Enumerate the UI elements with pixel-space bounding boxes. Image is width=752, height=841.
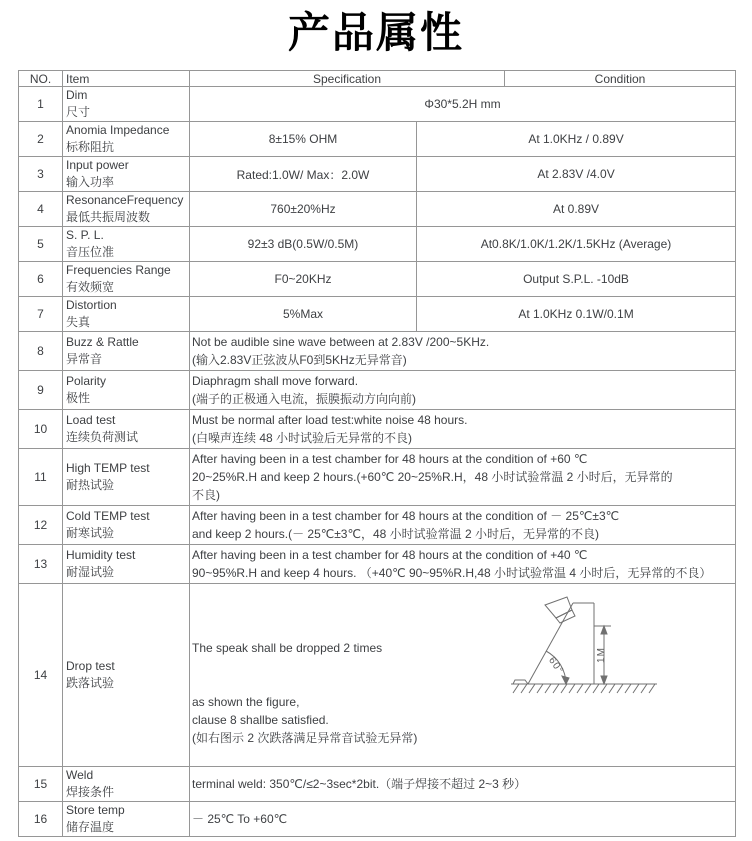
cell-spec-condition-merged: [190, 410, 736, 449]
cell-no: 3: [19, 157, 63, 192]
cell-spec-condition-merged: [190, 545, 736, 584]
cell-specification: F0~20KHz: [190, 262, 417, 297]
text-line: Must be normal after load test:white noise 48 hours.: [192, 413, 468, 427]
height-label: 1M: [596, 647, 608, 663]
cell-no: 10: [19, 410, 63, 449]
cell-no: 5: [19, 227, 63, 262]
table-row: [19, 227, 736, 262]
text-line: (端子的正极通入电流，振膜振动方向向前): [192, 392, 416, 406]
cell-spec-condition-merged: [190, 332, 736, 371]
text-line: terminal weld: 350℃/≤2~3sec*2bit.（端子焊接不超过 2~3 秒）: [192, 777, 527, 791]
item-name-en: Drop test: [66, 659, 115, 673]
table-row: [19, 545, 736, 584]
item-name-zh: 耐热试验: [66, 478, 115, 492]
cell-spec-condition-merged: [190, 449, 736, 506]
cell-item: [63, 87, 190, 122]
cell-item: [63, 192, 190, 227]
item-name-zh: 异常音: [66, 352, 103, 366]
cell-specification: 8±15% OHM: [190, 122, 417, 157]
cell-specification: 760±20%Hz: [190, 192, 417, 227]
table-row: [19, 262, 736, 297]
cell-item: [63, 371, 190, 410]
item-name-zh: 音压位准: [66, 245, 115, 259]
table-row: [19, 87, 736, 122]
drop-test-figure: [505, 593, 665, 695]
item-name-zh: 失真: [66, 315, 91, 329]
cell-no: 9: [19, 371, 63, 410]
item-name-en: Polarity: [66, 374, 107, 388]
cell-spec-condition-merged: [190, 767, 736, 802]
table-row: [19, 122, 736, 157]
item-name-en: Humidity test: [66, 548, 136, 562]
cell-no: 15: [19, 767, 63, 802]
item-name-en: S. P. L.: [66, 228, 104, 242]
cell-item: [63, 449, 190, 506]
table-row: [19, 192, 736, 227]
text-line: 不良): [192, 488, 220, 502]
cell-specification: Rated:1.0W/ Max：2.0W: [190, 157, 417, 192]
dimension-arrow-down: [601, 676, 607, 684]
item-name-en: Load test: [66, 413, 116, 427]
cell-no: 13: [19, 545, 63, 584]
cell-no: 6: [19, 262, 63, 297]
cell-item: [63, 332, 190, 371]
text-line: After having been in a test chamber for 48 hours at the condition of +60 ℃: [192, 452, 588, 466]
cell-item: [63, 297, 190, 332]
item-name-zh: 耐寒试验: [66, 526, 115, 540]
cell-no: 1: [19, 87, 63, 122]
item-name-en: Store temp: [66, 803, 125, 817]
item-name-zh: 储存温度: [66, 820, 115, 834]
text-line: － 25℃ To +60℃: [192, 812, 288, 826]
item-name-zh: 有效频宽: [66, 280, 115, 294]
dimension-arrow-up: [601, 626, 607, 634]
item-name-zh: 标称阻抗: [66, 140, 115, 154]
cell-condition: At 2.83V /4.0V: [417, 157, 736, 192]
cell-item: [63, 262, 190, 297]
item-name-en: Frequencies Range: [66, 263, 171, 277]
cell-no: 4: [19, 192, 63, 227]
table-header-row: [19, 71, 736, 87]
cell-condition: At 1.0KHz / 0.89V: [417, 122, 736, 157]
item-name-zh: 极性: [66, 391, 91, 405]
cell-condition: Output S.P.L. -10dB: [417, 262, 736, 297]
cell-spec-condition-merged: [190, 584, 736, 767]
item-name-en: Buzz & Rattle: [66, 335, 139, 349]
cell-item: [63, 545, 190, 584]
cell-item: [63, 584, 190, 767]
drop-test-diagram: [505, 593, 665, 695]
angle-label: 60°: [546, 655, 566, 677]
cell-condition: At 0.89V: [417, 192, 736, 227]
cell-item: [63, 410, 190, 449]
text-line: Diaphragm shall move forward.: [192, 374, 359, 388]
speaker-icon: [545, 597, 572, 618]
text-line: and keep 2 hours.(－ 25℃±3℃，48 小时试验常温 2 小时后，无异常的不良): [192, 527, 599, 541]
header-specification: Specification: [190, 71, 505, 87]
text-line: 20~25%R.H and keep 2 hours.(+60℃ 20~25%R.H，48 小时试验常温 2 小时后，无异常的: [192, 470, 673, 484]
cell-spec-condition-merged: [190, 506, 736, 545]
incline-line: [528, 603, 573, 684]
item-name-zh: 输入功率: [66, 175, 115, 189]
cell-no: 2: [19, 122, 63, 157]
cell-no: 7: [19, 297, 63, 332]
ground-hatching: [513, 684, 655, 693]
cell-spec-condition-merged: Φ30*5.2H mm: [190, 87, 736, 122]
item-name-zh: 跌落试验: [66, 676, 115, 690]
item-name-en: Cold TEMP test: [66, 509, 150, 523]
text-line: (白噪声连续 48 小时试验后无异常的不良): [192, 431, 413, 445]
text-line: After having been in a test chamber for 48 hours at the condition of +40 ℃: [192, 548, 588, 562]
cell-spec-condition-merged: [190, 371, 736, 410]
item-name-zh: 焊接条件: [66, 785, 115, 799]
text-line: Not be audible sine wave between at 2.83V /200~5KHz.: [192, 335, 490, 349]
cell-no: 16: [19, 802, 63, 837]
item-name-zh: 连续负荷测试: [66, 430, 139, 444]
text-line: After having been in a test chamber for 48 hours at the condition of － 25℃±3℃: [192, 509, 620, 523]
cell-no: 8: [19, 332, 63, 371]
header-no: NO.: [19, 71, 63, 87]
item-name-en: Anomia Impedance: [66, 123, 170, 137]
table-row: [19, 767, 736, 802]
cell-no: 14: [19, 584, 63, 767]
angle-arrowhead: [562, 676, 569, 684]
table-row: [19, 157, 736, 192]
product-attributes-table: [18, 70, 736, 837]
header-condition: Condition: [505, 71, 736, 87]
cell-item: [63, 767, 190, 802]
text-line: (输入2.83V正弦波从F0到5KHz无异常音): [192, 353, 407, 367]
item-name-en: Input power: [66, 158, 129, 172]
item-name-en: Weld: [66, 768, 94, 782]
table-row: [19, 802, 736, 837]
item-name-zh: 尺寸: [66, 105, 91, 119]
item-name-en: ResonanceFrequency: [66, 193, 184, 207]
page-title: 产品属性: [287, 9, 464, 56]
table-row: [19, 332, 736, 371]
header-item: Item: [63, 71, 190, 87]
table-row: [19, 449, 736, 506]
table-row: [19, 410, 736, 449]
cell-item: [63, 227, 190, 262]
text-line: 90~95%R.H and keep 4 hours. （+40℃ 90~95%R.H,48 小时试验常温 4 小时后，无异常的不良）: [192, 566, 712, 580]
table-row: [19, 371, 736, 410]
text-line: The speak shall be dropped 2 times: [192, 641, 383, 655]
item-name-zh: 耐湿试验: [66, 565, 115, 579]
cell-item: [63, 122, 190, 157]
cell-spec-condition-merged: [190, 802, 736, 837]
item-name-en: Dim: [66, 88, 88, 102]
item-name-zh: 最低共振周波数: [66, 210, 151, 224]
cell-item: [63, 157, 190, 192]
item-name-en: High TEMP test: [66, 461, 150, 475]
text-line: clause 8 shallbe satisfied.: [192, 713, 329, 727]
item-name-en: Distortion: [66, 298, 117, 312]
table-row: [19, 506, 736, 545]
text-line: as shown the figure,: [192, 695, 300, 709]
table-row: [19, 584, 736, 767]
incline-foot: [513, 680, 528, 684]
table-row: [19, 297, 736, 332]
cell-item: [63, 802, 190, 837]
cell-item: [63, 506, 190, 545]
cell-specification: 5%Max: [190, 297, 417, 332]
cell-no: 12: [19, 506, 63, 545]
cell-condition: At0.8K/1.0K/1.2K/1.5KHz (Average): [417, 227, 736, 262]
cell-specification: 92±3 dB(0.5W/0.5M): [190, 227, 417, 262]
cell-condition: At 1.0KHz 0.1W/0.1M: [417, 297, 736, 332]
text-line: (如右图示 2 次跌落满足异常音试验无异常): [192, 731, 418, 745]
cell-no: 11: [19, 449, 63, 506]
